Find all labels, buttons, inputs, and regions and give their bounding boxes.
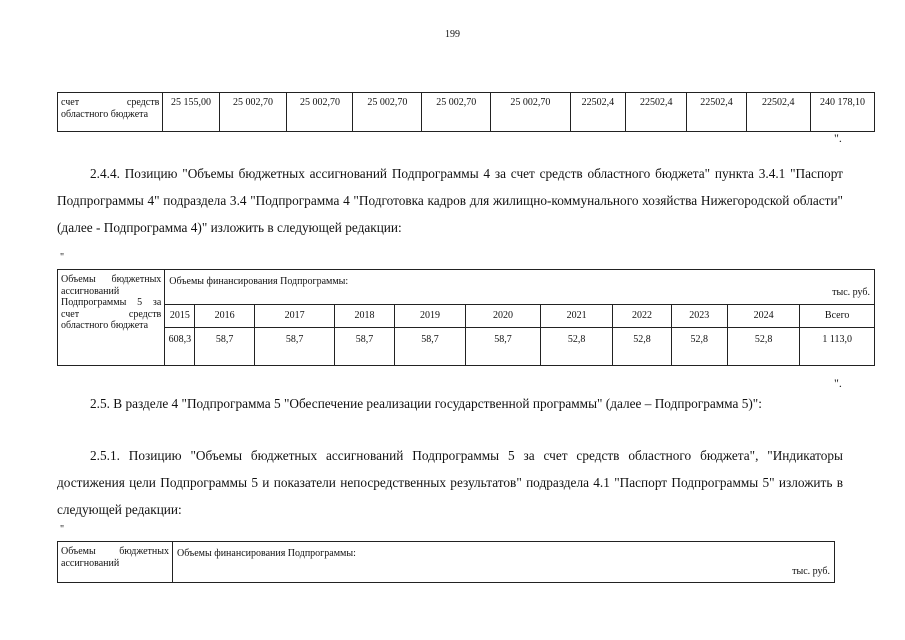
- row-label-line: Объемы бюджетных: [61, 274, 162, 285]
- financing-title: Объемы финансирования Подпрограммы:: [177, 548, 356, 559]
- unit-label: тыс. руб.: [832, 287, 870, 298]
- financing-header: [165, 270, 875, 305]
- table-row: [58, 93, 875, 132]
- budget-table-continuation: [57, 92, 875, 132]
- table-cell: 1 113,0: [800, 328, 875, 366]
- closing-quote: ".: [834, 376, 842, 390]
- paragraph: 2.5. В разделе 4 "Подпрограмма 5 "Обеспечение реализации государственной программы" (далее – Подпрограмма 5)":: [90, 396, 762, 411]
- opening-quote: ": [60, 524, 65, 535]
- table-cell: 58,7: [466, 328, 541, 366]
- page-number: 199: [445, 29, 460, 40]
- table-cell: 58,7: [394, 328, 466, 366]
- table-cell: 58,7: [335, 328, 394, 366]
- year-header: 2020: [466, 305, 541, 328]
- table-cell: 608,3: [165, 328, 195, 366]
- row-label-line: ассигнований: [61, 557, 120, 569]
- year-header: 2022: [613, 305, 671, 328]
- row-label: [58, 542, 173, 583]
- table-cell: 25 002,70: [219, 93, 287, 132]
- table-cell: 22502,4: [746, 93, 810, 132]
- year-header: 2023: [671, 305, 727, 328]
- table-cell: 52,8: [727, 328, 800, 366]
- year-header: 2016: [195, 305, 254, 328]
- table-cell: 52,8: [613, 328, 671, 366]
- table-cell: 25 002,70: [491, 93, 571, 132]
- row-label-line: ассигнований: [61, 285, 120, 297]
- table-row: [58, 270, 875, 305]
- table-cell: 52,8: [540, 328, 613, 366]
- table-row: [58, 328, 875, 366]
- year-header: 2021: [540, 305, 613, 328]
- table-cell: 52,8: [671, 328, 727, 366]
- paragraph: 2.4.4. Позицию "Объемы бюджетных ассигнований Подпрограммы 4 за счет средств областного бюджета" пункта 3.4.1 "Паспорт Подпрограммы 4" подраздела 3.4 "Подпрограмма 4 "Подготовка кадров для жилищно-коммунального хозяйства Нижегородской области" (далее - Подпрограмма 4)" изложить в следующей редакции:: [57, 166, 843, 235]
- financing-header: [173, 542, 835, 583]
- table-cell: 22502,4: [687, 93, 746, 132]
- closing-quote: ".: [834, 131, 842, 145]
- table-cell: 25 002,70: [422, 93, 491, 132]
- unit-label: тыс. руб.: [792, 566, 830, 577]
- opening-quote: ": [60, 252, 65, 263]
- row-label-line: Объемы бюджетных: [61, 546, 169, 557]
- row-label-line: областного бюджета: [61, 109, 149, 120]
- table-row: [58, 305, 875, 328]
- row-label: [58, 270, 165, 366]
- year-header: 2024: [727, 305, 800, 328]
- table-cell: 58,7: [254, 328, 335, 366]
- subprogram-5-budget-table: [57, 541, 835, 583]
- table-cell: 25 002,70: [353, 93, 422, 132]
- row-label-line: Подпрограммы 5 за: [61, 297, 162, 308]
- year-header: 2019: [394, 305, 466, 328]
- row-label: [58, 93, 163, 132]
- year-header: 2017: [254, 305, 335, 328]
- table-row: [58, 542, 835, 583]
- table-cell: 240 178,10: [810, 93, 874, 132]
- subprogram-4-budget-table: [57, 269, 875, 366]
- table-cell: 25 002,70: [287, 93, 353, 132]
- year-header: 2018: [335, 305, 394, 328]
- table-cell: 58,7: [195, 328, 254, 366]
- row-label-line: счет средств: [61, 97, 160, 108]
- table-cell: 22502,4: [626, 93, 687, 132]
- financing-title: Объемы финансирования Подпрограммы:: [169, 276, 349, 287]
- table-cell: 25 155,00: [163, 93, 219, 132]
- year-header: 2015: [165, 305, 195, 328]
- paragraph: 2.5.1. Позицию "Объемы бюджетных ассигнований Подпрограммы 5 за счет средств областного бюджета", "Индикаторы достижения цели Подпрограммы 5 и показатели непосредственных результатов" подраздела 4.1 "Паспорт Подпрограммы 5" изложить в следующей редакции:: [57, 448, 843, 517]
- row-label-line: областного бюджета: [61, 320, 149, 331]
- table-cell: 22502,4: [570, 93, 625, 132]
- row-label-line: счет средств: [61, 308, 162, 320]
- total-header: Всего: [800, 305, 875, 328]
